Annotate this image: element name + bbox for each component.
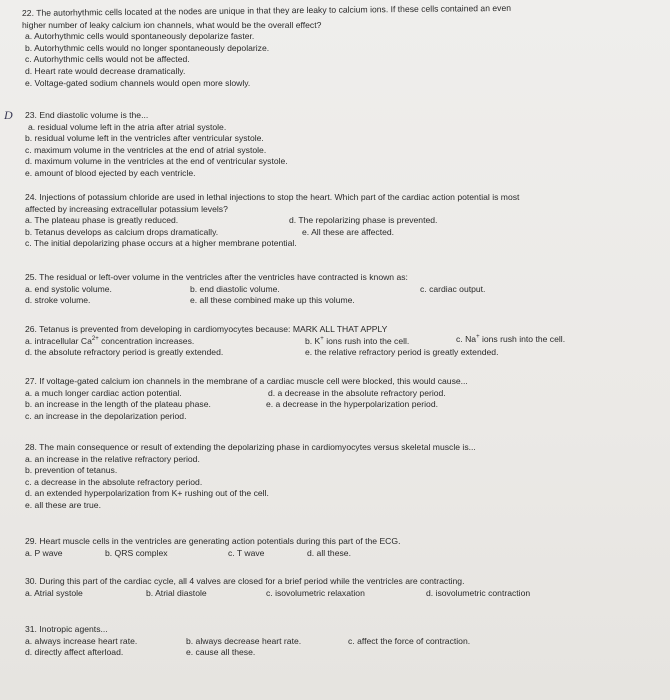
question-25	[22, 272, 662, 307]
question-24-option-a: a. The plateau phase is greatly reduced.	[25, 215, 179, 226]
question-28-option-d: d. an extended hyperpolarization from K+ rushing out of the cell.	[25, 488, 269, 499]
option-b-text: b. K	[305, 335, 321, 346]
question-25-option-d: d. stroke volume.	[25, 295, 91, 306]
question-29-option-b: b. QRS complex	[105, 547, 168, 558]
question-24-option-b: b. Tetanus develops as calcium drops dramatically.	[25, 226, 219, 237]
question-28-stem: 28. The main consequence or result of extending the depolarizing phase in cardiomyocytes versus skeletal muscle is...	[25, 442, 476, 452]
question-31-option-a: a. always increase heart rate.	[25, 635, 138, 646]
question-26	[22, 324, 662, 359]
question-25-option-c: c. cardiac output.	[420, 283, 486, 294]
question-29-option-c: c. T wave	[228, 547, 265, 558]
question-23-stem: 23. End diastolic volume is the...	[25, 110, 149, 120]
question-27-option-e: e. a decrease in the hyperpolarization period.	[266, 399, 438, 410]
question-29-option-a: a. P wave	[25, 547, 63, 558]
question-24-stem-line2: affected by increasing extracellular potassium levels?	[25, 203, 228, 214]
question-27-option-b: b. an increase in the length of the plateau phase.	[25, 399, 211, 410]
question-23-option-c: c. maximum volume in the ventricles at the end of atrial systole.	[25, 144, 267, 155]
question-29	[22, 536, 662, 559]
option-b-text-end: ions rush into the cell.	[323, 335, 410, 346]
question-25-option-b: b. end diastolic volume.	[190, 283, 280, 294]
question-25-option-a: a. end systolic volume.	[25, 283, 112, 294]
question-25-option-e: e. all these combined make up this volume.	[190, 295, 355, 306]
option-a-text-end: concentration increases.	[98, 335, 195, 346]
question-30-option-a: a. Atrial systole	[25, 587, 83, 598]
question-26-option-e: e. the relative refractory period is greatly extended.	[305, 347, 499, 358]
option-b-superscript: +	[320, 335, 324, 342]
question-28-option-e: e. all these are true.	[25, 499, 101, 510]
question-28-option-b: b. prevention of tetanus.	[25, 465, 118, 476]
question-27-option-c: c. an increase in the depolarization period.	[25, 410, 187, 421]
option-c-superscript: +	[476, 333, 480, 340]
question-22-stem-line1: 22. The autorhythmic cells located at the nodes are unique in that they are leaky to calcium ions. If these cells contained an even	[21, 2, 512, 18]
question-28-option-a: a. an increase in the relative refractory period.	[25, 453, 200, 464]
question-26-stem: 26. Tetanus is prevented from developing in cardiomyocytes because: MARK ALL THAT APPLY	[25, 324, 388, 334]
option-a-text: a. intracellular Ca	[25, 335, 92, 346]
question-31-stem: 31. Inotropic agents...	[25, 624, 108, 634]
question-29-stem: 29. Heart muscle cells in the ventricles are generating action potentials during this part of the ECG.	[25, 536, 401, 546]
question-31-option-b: b. always decrease heart rate.	[186, 635, 302, 646]
question-22-option-e: e. Voltage-gated sodium channels would open more slowly.	[25, 77, 251, 88]
option-c-text: c. Na	[456, 333, 477, 344]
question-23-option-e: e. amount of blood ejected by each ventricle.	[25, 167, 196, 178]
question-27-option-a: a. a much longer cardiac action potential.	[25, 387, 182, 398]
question-27	[22, 376, 662, 422]
question-31-option-e: e. cause all these.	[186, 647, 256, 658]
question-28-option-c: c. a decrease in the absolute refractory period.	[25, 476, 203, 487]
question-26-option-d: d. the absolute refractory period is greatly extended.	[25, 347, 224, 358]
question-23	[22, 110, 662, 180]
question-25-stem: 25. The residual or left-over volume in the ventricles after the ventricles have contracted is known as:	[25, 272, 408, 282]
question-31-option-c: c. affect the force of contraction.	[348, 635, 471, 646]
question-31-option-d: d. directly affect afterload.	[25, 647, 124, 658]
question-23-option-b: b. residual volume left in the ventricles after ventricular systole.	[25, 133, 264, 144]
question-26-option-c	[456, 334, 565, 346]
question-30-option-b: b. Atrial diastole	[146, 587, 207, 598]
question-23-option-d: d. maximum volume in the ventricles at the end of ventricular systole.	[25, 156, 288, 167]
question-22-stem-line2: higher number of leaky calcium ion channels, what would be the overall effect?	[22, 19, 322, 30]
question-26-option-a	[25, 336, 194, 348]
question-30	[22, 576, 662, 599]
question-28	[22, 442, 662, 512]
question-22-option-b: b. Autorhythmic cells would no longer spontaneously depolarize.	[25, 42, 270, 53]
option-c-text-end: ions rush into the cell.	[479, 333, 566, 344]
question-30-option-c: c. isovolumetric relaxation	[266, 587, 365, 598]
question-24-option-c: c. The initial depolarizing phase occurs at a higher membrane potential.	[25, 238, 297, 249]
question-24-option-e: e. All these are affected.	[302, 226, 395, 237]
question-27-stem: 27. If voltage-gated calcium ion channels in the membrane of a cardiac muscle cell were blocked, this would cause...	[25, 376, 468, 386]
question-24-option-d: d. The repolarizing phase is prevented.	[289, 215, 438, 226]
question-31	[22, 624, 662, 659]
question-22	[21, 2, 662, 89]
question-29-option-d: d. all these.	[307, 547, 351, 558]
option-a-superscript: 2+	[91, 335, 99, 342]
question-22-option-d: d. Heart rate would decrease dramatically.	[25, 65, 186, 76]
question-22-option-a: a. Autorhythmic cells would spontaneously depolarize faster.	[25, 31, 255, 42]
question-23-option-a: a. residual volume left in the atria after atrial systole.	[28, 121, 227, 132]
handwritten-mark: D	[4, 108, 13, 122]
question-30-stem: 30. During this part of the cardiac cycle, all 4 valves are closed for a brief period while the ventricles are contracting.	[25, 576, 465, 586]
question-27-option-d: d. a decrease in the absolute refractory period.	[268, 387, 446, 398]
question-22-option-c: c. Autorhythmic cells would not be affected.	[25, 54, 190, 65]
question-24-stem-line1: 24. Injections of potassium chloride are used in lethal injections to stop the heart. Which part of the cardiac action potential is most	[25, 192, 520, 202]
question-30-option-d: d. isovolumetric contraction	[426, 587, 531, 598]
question-26-option-b	[305, 336, 409, 348]
question-24	[22, 192, 662, 250]
